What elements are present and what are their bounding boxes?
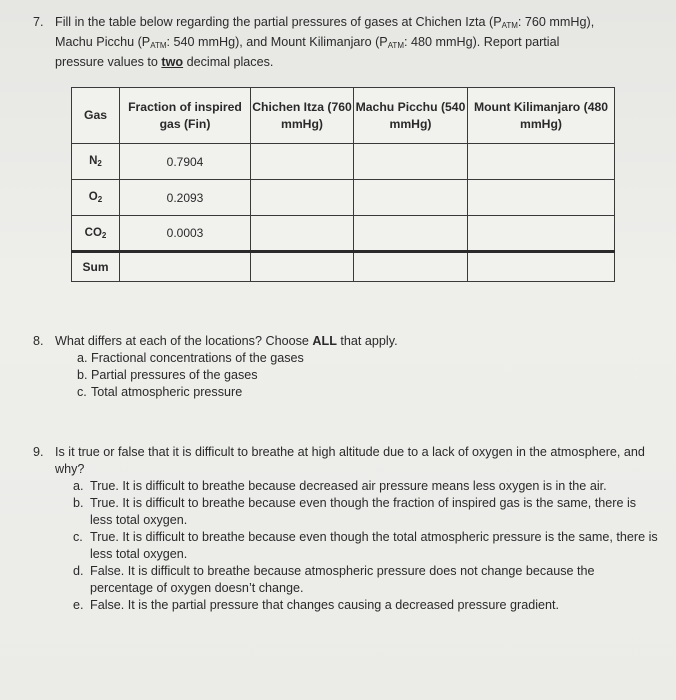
table-row [72, 216, 615, 252]
option-c[interactable]: c. True. It is difficult to breathe because even though the total atmospheric pressure is the same, there is less total oxygen. [73, 530, 658, 561]
answer-cell[interactable] [468, 216, 615, 252]
header-chichen-itza: Chichen Itza (760 mmHg) [251, 88, 354, 144]
fraction-cell: 0.0003 [120, 216, 251, 252]
question-9-options [73, 478, 660, 614]
gas-cell: $CO_2$ [72, 216, 120, 252]
question-8-text: What differs at each of the locations? Choose ALL that apply. [55, 334, 398, 348]
header-fraction: Fraction of inspired gas (Fin) [120, 88, 251, 144]
question-8-options [77, 350, 655, 401]
sum-cell[interactable] [251, 252, 354, 282]
answer-cell[interactable] [468, 180, 615, 216]
option-a[interactable]: a. Fractional concentrations of the gases [77, 351, 304, 365]
answer-cell[interactable] [251, 216, 354, 252]
sum-cell[interactable] [468, 252, 615, 282]
table-row [72, 144, 615, 180]
answer-cell[interactable] [354, 216, 468, 252]
sum-label: Sum [72, 252, 120, 282]
question-7-number: 7. [33, 15, 44, 29]
option-c[interactable]: c. Total atmospheric pressure [77, 385, 243, 399]
answer-cell[interactable] [251, 180, 354, 216]
option-d[interactable]: d. False. It is difficult to breathe because atmospheric pressure does not change because the percentage of oxygen doesn’t change. [73, 564, 595, 595]
question-8 [33, 333, 655, 401]
question-9 [33, 444, 660, 614]
fraction-cell: 0.2093 [120, 180, 251, 216]
option-a[interactable]: a. True. It is difficult to breathe because decreased air pressure means less oxygen is in the air. [73, 479, 607, 493]
table-row [72, 180, 615, 216]
sum-cell[interactable] [120, 252, 251, 282]
question-9-number: 9. [33, 445, 44, 459]
option-b[interactable]: b. True. It is difficult to breathe because even though the fraction of inspired gas is the same, there is less total oxygen. [73, 496, 637, 527]
question-7 [33, 14, 665, 71]
gas-cell: $N_2$ [72, 144, 120, 180]
header-gas: Gas [72, 88, 120, 144]
header-machu-picchu: Machu Picchu (540 mmHg) [354, 88, 468, 144]
gas-cell: $O_2$ [72, 180, 120, 216]
fraction-cell: 0.7904 [120, 144, 251, 180]
question-9-text: Is it true or false that it is difficult to breathe at high altitude due to a lack of oxygen in the atmosphere, and why? [55, 445, 645, 476]
question-8-number: 8. [33, 334, 44, 348]
header-kilimanjaro: Mount Kilimanjaro (480 mmHg) [468, 88, 615, 144]
question-7-text: Fill in the table below regarding the partial pressures of gases at Chichen Izta ($P_{ATM}$: 760 mmHg), Machu Picchu ($P_{ATM}$: 540 mmHg), and Mount Kilimanjaro ($P_{ATM}$: 480 mmHg). Report partial pressure values to two decimal places. [55, 15, 595, 69]
answer-cell[interactable] [354, 144, 468, 180]
sum-cell[interactable] [354, 252, 468, 282]
option-b[interactable]: b. Partial pressures of the gases [77, 368, 258, 382]
table-header-row [72, 88, 615, 144]
answer-cell[interactable] [468, 144, 615, 180]
option-e[interactable]: e. False. It is the partial pressure that changes causing a decreased pressure gradient. [73, 598, 560, 612]
table-sum-row [72, 252, 615, 282]
answer-cell[interactable] [251, 144, 354, 180]
partial-pressure-table [71, 87, 615, 282]
answer-cell[interactable] [354, 180, 468, 216]
